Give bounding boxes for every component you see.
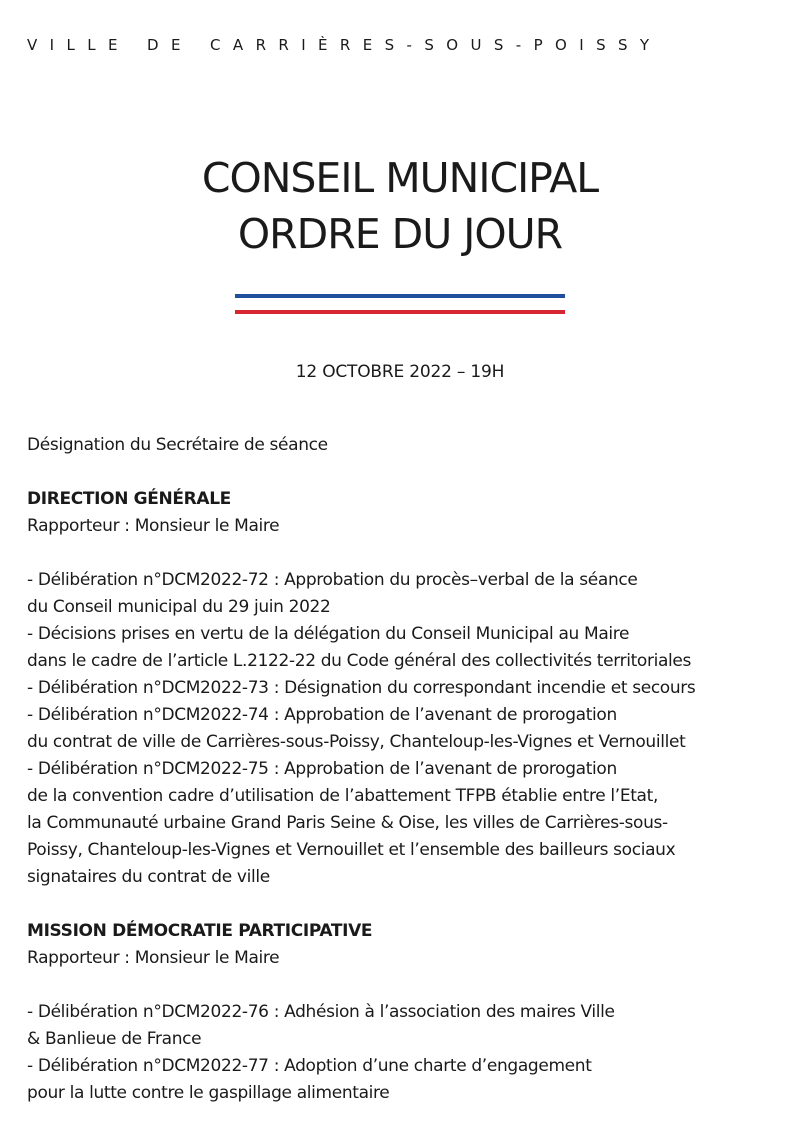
spacer <box>27 972 787 999</box>
meeting-date: 12 OCTOBRE 2022 – 19H <box>295 362 505 382</box>
secretary-designation: Désignation du Secrétaire de séance <box>27 435 328 455</box>
agenda-line: la Communauté urbaine Grand Paris Seine & Oise, les villes de Carrières-sous- <box>27 813 668 833</box>
page-title <box>0 150 800 262</box>
agenda-line: - Délibération n°DCM2022-72 : Approbation du procès–verbal de la séance <box>27 570 638 590</box>
town-header: VILLE DE CARRIÈRES-SOUS-POISSY <box>27 36 662 54</box>
agenda-line: Poissy, Chanteloup-les-Vignes et Vernouillet et l’ensemble des bailleurs sociaux <box>27 840 676 860</box>
agenda-line: dans le cadre de l’article L.2122-22 du Code général des collectivités territoriales <box>27 651 692 671</box>
agenda-content <box>27 432 787 1107</box>
title-line-1: CONSEIL MUNICIPAL <box>201 154 599 202</box>
section-rapporteur: Rapporteur : Monsieur le Maire <box>27 516 280 536</box>
agenda-line: - Délibération n°DCM2022-75 : Approbation de l’avenant de prorogation <box>27 759 617 779</box>
agenda-line: signataires du contrat de ville <box>27 867 270 887</box>
agenda-line: - Décisions prises en vertu de la délégation du Conseil Municipal au Maire <box>27 624 630 644</box>
agenda-line: pour la lutte contre le gaspillage alimentaire <box>27 1083 390 1103</box>
agenda-line: de la convention cadre d’utilisation de l’abattement TFPB établie entre l’Etat, <box>27 786 658 806</box>
section-title: MISSION DÉMOCRATIE PARTICIPATIVE <box>27 921 373 941</box>
agenda-line: - Délibération n°DCM2022-73 : Désignation du correspondant incendie et secours <box>27 678 696 698</box>
agenda-line: & Banlieue de France <box>27 1029 202 1049</box>
flag-red-rule <box>235 310 565 314</box>
section-direction-generale <box>27 486 787 891</box>
title-line-2: ORDRE DU JOUR <box>237 210 563 258</box>
agenda-line: du Conseil municipal du 29 juin 2022 <box>27 597 331 617</box>
agenda-line: - Délibération n°DCM2022-74 : Approbation de l’avenant de prorogation <box>27 705 617 725</box>
agenda-line: - Délibération n°DCM2022-76 : Adhésion à l’association des maires Ville <box>27 1002 615 1022</box>
section-title: DIRECTION GÉNÉRALE <box>27 489 231 509</box>
agenda-line: du contrat de ville de Carrières-sous-Poissy, Chanteloup-les-Vignes et Vernouillet <box>27 732 686 752</box>
section-democratie-participative <box>27 918 787 1107</box>
section-rapporteur: Rapporteur : Monsieur le Maire <box>27 948 280 968</box>
flag-blue-rule <box>235 294 565 298</box>
agenda-line: - Délibération n°DCM2022-77 : Adoption d’une charte d’engagement <box>27 1056 592 1076</box>
spacer <box>27 540 787 567</box>
